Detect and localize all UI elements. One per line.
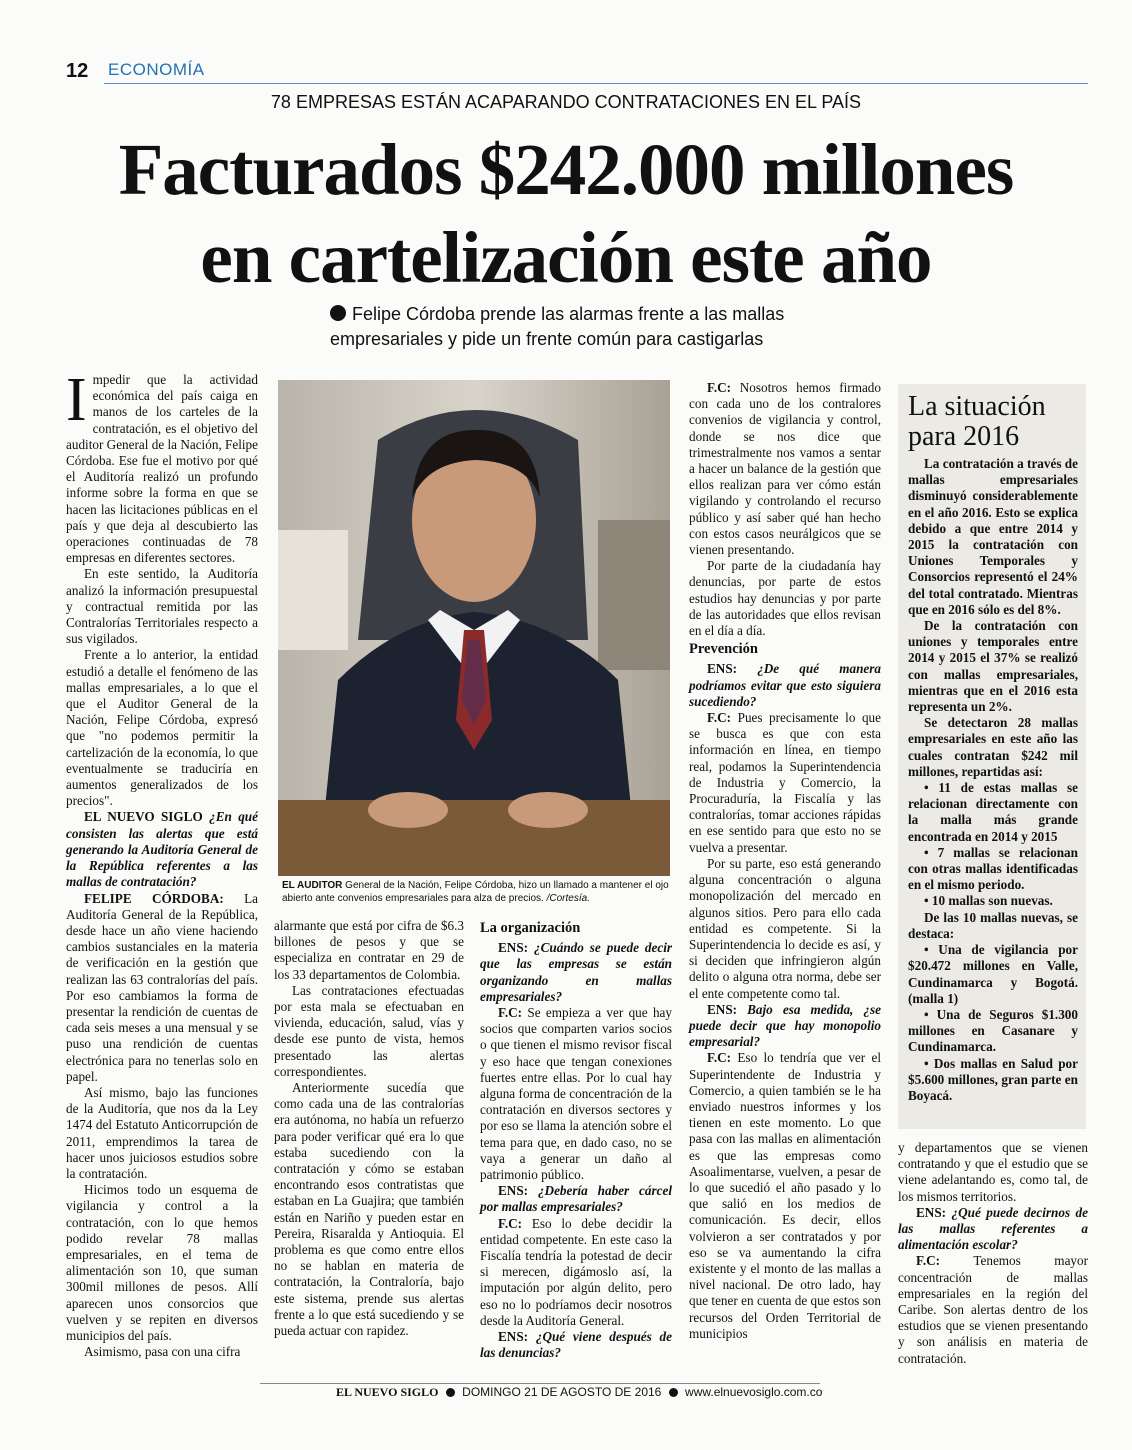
sidebar-paragraph: La contratación a través de mallas empresariales disminuyó considerablemente en el año 2016. Esto se explica debido a que entre 2014 y 2015 la contratación con Uniones Temporales y Consorcios representó el 24% del total contratado. Mientras que en 2016 sólo es del 8%. — [908, 456, 1078, 617]
drop-cap: I — [66, 366, 87, 434]
answer: F.C: Eso lo tendría que ver el Superintendente de Industria y Comercio, a quien también se le ha enviado nuestros informes y los tienen en este momento. Lo que pasa con las mallas en alimentación es que las empresas como Asoalimentarse, vuelven, a pesar de lo que sucedió el año pasado y lo que salió en los medios de comunicación. Es decir, ellos volvieron a ser contratados y por eso se va aumentando la cifra existente y el monto de las mallas a nivel nacional. De otro lado, hay que tener en cuenta de que estos son recursos del Orden Territorial de municipios — [689, 1050, 881, 1341]
section-label: ECONOMÍA — [108, 60, 205, 79]
paragraph: Por parte de la ciudadanía hay denuncias, por parte de estos estudios hay denuncias y por parte de las autoridades que ellos revisan en el día a día. — [689, 558, 881, 639]
sidebar-bullet: • Dos mallas en Salud por $5.600 millones, gran parte en Boyacá. — [908, 1055, 1078, 1103]
subtitle-organizacion: La organización — [480, 920, 581, 936]
column-2 — [274, 918, 464, 1339]
footer-url[interactable]: www.elnuevosiglo.com.co — [685, 1385, 823, 1399]
question: ENS: Bajo esa medida, ¿se puede decir que hay monopolio empresarial? — [689, 1001, 881, 1050]
paragraph: y departamentos que se vienen contratando y que el estudio que se viene adelantando es, como tal, de los mismos territorios. — [898, 1140, 1088, 1204]
sidebar-bullet: • 7 mallas se relacionan con otras mallas identificadas en el mismo periodo. — [908, 844, 1078, 893]
column-4 — [689, 380, 881, 1342]
sidebar-bullet: • 10 mallas son nuevas. — [924, 893, 1053, 909]
subhead — [330, 302, 850, 352]
paragraph: Las contrataciones efectuadas por esta mala se efectuaban en vivienda, educación, salud, vías y desde ese punto de vista, hemos presentado las alertas correspondientes. — [274, 982, 464, 1079]
paragraph: Anteriormente sucedía que como cada una de las contralorías era autónoma, no había un refuerzo para poder verificar qué era lo que estaba sucediendo con la contratación y cómo se estaban encontrando esos contratistas que estaban en La Guajira; que también están en Nariño y pueden estar en Pereira, Risaralda y Antioquia. El problema es que como entre ellos no se hablan en materia de contratación, la Contraloría, bajo este sistema, prende sus alertas frente a lo que está sucediendo y se pueda actuar con rapidez. — [274, 1080, 464, 1339]
paragraph: Así mismo, bajo las funciones de la Auditoría, que nos da la Ley 1474 del Estatuto Anticorrupción de 2011, emprendimos la tarea de hacer unos juiciosos estudios sobre la contratación. — [66, 1084, 258, 1181]
headline-line-1: Facturados $242.000 millones — [118, 129, 1014, 210]
portrait-illustration — [278, 380, 670, 876]
sidebar-paragraph: De las 10 mallas nuevas, se destaca: — [908, 909, 1078, 941]
question: ENS: ¿Cuándo se puede decir que las empresas se están organizando en mallas empresariales? — [480, 940, 672, 1004]
footer-date: DOMINGO 21 DE AGOSTO DE 2016 — [462, 1385, 662, 1399]
bullet-dot-icon — [330, 305, 346, 321]
answer: F.C: Nosotros hemos firmado con cada uno de los contralores convenios de vigilancia y control, donde se nos dice que trimestralmente nos vamos a sentar a hacer un balance de la gestión que ellos realizan para ver cómo están vigilando y controlando el recurso público y así saber qué han hecho con estos casos neurálgicos que se vienen presentando. — [689, 380, 881, 558]
headline-line-2: en cartelización este año — [200, 217, 932, 298]
portrait-photo — [278, 380, 670, 876]
paragraph: Frente a lo anterior, la entidad estudió a detalle el fenómeno de las mallas empresariales, a lo que el que el Auditor General de la Nación, Felipe Córdoba, expresó que "no podemos permitir la cartelización de la economía, lo que eventualmente se traduciría en aumentos generalizados de los precios". — [66, 647, 258, 809]
column-1 — [66, 366, 258, 1360]
sidebar-text — [908, 456, 1078, 1104]
paragraph: En este sentido, la Auditoría analizó la información presupuestal y contractual remitida por las Contralorías Territoriales respecto a sus vigilados. — [66, 566, 258, 647]
question: ENS: ¿Debería haber cárcel por mallas empresariales? — [480, 1183, 673, 1215]
answer: FELIPE CÓRDOBA: La Auditoría General de la República, desde hace un año viene haciendo cambios sustanciales en la materia de verificación en la gestión que realizan las 63 contralorías del país. Por eso cambiamos la forma de presentar la rendición de cuentas de cada seis meses a una mensual y se puso una rendición de cuentas electrónica para no tenerlas solo en papel. — [66, 890, 258, 1084]
paragraph: Asimismo, pasa con una cifra — [84, 1344, 241, 1360]
sidebar-paragraph: Se detectaron 28 mallas empresariales en este año las cuales contratan $242 mil millones, repartidas así: — [908, 715, 1078, 779]
question: ENS: ¿Qué puede decirnos de las mallas referentes a alimentación escolar? — [898, 1204, 1088, 1253]
answer: F.C: Se empieza a ver que hay socios que comparten varios socios o que tienen el mismo revisor fiscal y eso hace que tengan conexiones fuertes entre ellas. Por lo cual hay alguna forma de concentración de la contratación en diversos sectores y por eso se llama la atención sobre el tema para que, en dado caso, no se vaya a generar un daño al patrimonio público. — [480, 1005, 673, 1183]
paragraph: Hicimos todo un esquema de vigilancia y control a la contratación, con lo que hemos podido revelar 78 mallas empresariales, en el tema de alimentación son 10, que suman 300mil millones de pesos. Allí aparecen unos consorcios que vuelven y se repiten en diversos municipios del país. — [66, 1182, 258, 1343]
paragraph: Por su parte, eso está generando alguna concentración o alguna monopolización del mercado en algunos sitios. Pero para ello cada entidad es competente. Si la Superintendencia lo decide es así, y si deciden que infringieron algún delito o alguna otra norma, debe ser el ente competente como tal. — [689, 855, 881, 1001]
paragraph: alarmante que está por cifra de $6.3 billones de pesos y que se especializa en contratar en 29 de los 33 departamentos de Colombia. — [274, 918, 464, 982]
answer: F.C: Pues precisamente lo que se busca es que con esta información en línea, en tiempo real, podamos la Superintendencia de Industria y Comercio, la Procuraduría, la Fiscalía y las contralorías, tomar acciones rápidas en ese sentido para que esto no se vuelva a presentar. — [689, 710, 882, 855]
subtitle-prevencion: Prevención — [689, 641, 758, 658]
footer-brand: EL NUEVO SIGLO — [336, 1385, 439, 1399]
lead-paragraph: Impedir que la actividad económica del país caiga en manos de los carteles de la contratación, es el objetivo del auditor General de la Nación, Felipe Córdoba. Ese fue el motivo por qué el Auditoría realizó un profundo informe sobre la forma en que se hacen las licitaciones públicas en el país y que deja al descubierto las operaciones continuadas de 78 empresas en diferentes sectores. — [66, 366, 258, 566]
sidebar-box — [898, 384, 1086, 1129]
column-5 — [898, 1140, 1088, 1367]
page-number: 12 — [66, 60, 89, 82]
column-3 — [480, 918, 672, 1361]
sidebar-bullet: • 11 de estas mallas se relacionan directamente con la malla más grande encontrada en 2014 y 2015 — [908, 780, 1078, 844]
subhead-text: Felipe Córdoba prende las alarmas frente a las mallas empresariales y pide un frente común para castigarlas — [330, 304, 785, 349]
answer: F.C: Tenemos mayor concentración de mallas empresariales en la región del Caribe. Son alertas dentro de los estudios que se vienen presentando y son análisis en materia de contratación. — [898, 1253, 1088, 1366]
kicker: 78 EMPRESAS ESTÁN ACAPARANDO CONTRATACIONES EN EL PAÍS — [270, 92, 862, 112]
bullet-dot-icon — [669, 1388, 678, 1397]
question: ENS: ¿De qué manera podríamos evitar que esto siguiera sucediendo? — [689, 661, 881, 709]
bullet-dot-icon — [446, 1388, 455, 1397]
sidebar-bullet: • Una de vigilancia por $20.472 millones en Valle, Cundinamarca y Bogotá. (malla 1) — [908, 942, 1078, 1006]
sidebar-paragraph: De la contratación con uniones y temporales entre 2014 y 2015 el 37% se realizó con mallas empresariales, mientras que en el 2016 esta representa un 2%. — [908, 618, 1078, 715]
question: ENS: ¿Qué viene después de las denuncias? — [480, 1329, 673, 1361]
footer — [336, 1385, 822, 1400]
photo-caption: EL AUDITOR General de la Nación, Felipe Córdoba, hizo un llamado a mantener el ojo abierto ante convenios empresariales para alza de precios. /Cortesía. — [282, 880, 669, 904]
answer: F.C: Eso lo debe decidir la entidad competente. En este caso la Fiscalía tendría la potestad de decir si merecen, digámoslo así, la imputación por algún delito, pero eso no lo podríamos decir nosotros desde la Auditoría General. — [480, 1215, 672, 1328]
headline — [40, 126, 1092, 302]
header-rule — [104, 83, 1088, 84]
sidebar-bullet: • Una de Seguros $1.300 millones en Casanare y Cundinamarca. — [908, 1006, 1078, 1055]
sidebar-title: La situación para 2016 — [908, 391, 1046, 452]
question: EL NUEVO SIGLO ¿En qué consisten las alertas que está generando la Auditoría General de la República referentes a las mallas de contratación? — [66, 809, 258, 890]
footer-rule — [260, 1383, 820, 1384]
